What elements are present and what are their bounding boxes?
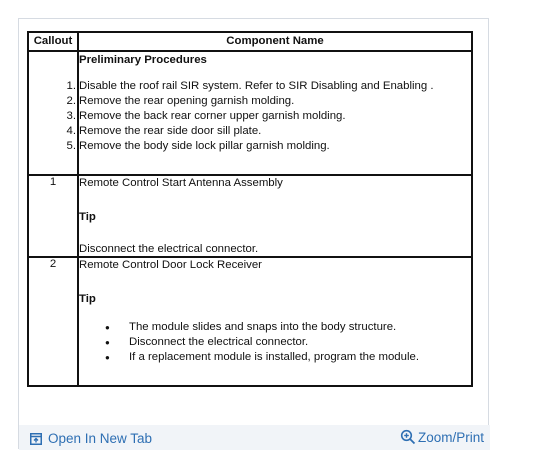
table-row [28,257,472,386]
preliminary-title: Preliminary Procedures [79,54,207,66]
procedure-table [27,31,473,387]
step-item [66,79,471,94]
list-item: ● Disconnect the electrical connector. [129,335,471,350]
zoom-in-icon [400,429,416,445]
step-item [66,139,471,154]
step-text: Remove the body side lock pillar garnish molding. [79,140,330,152]
tip-bullets [79,320,471,365]
tip-label: Tip [79,211,96,223]
header-component-name: Component Name [78,32,472,51]
tip-text: Disconnect the electrical connector. [79,243,259,255]
procedure-panel [18,18,489,449]
preliminary-steps [66,79,471,154]
step-text: Remove the rear side door sill plate. [79,125,262,137]
zoom-print-label: Zoom/Print [417,429,484,445]
step-text: Disable the roof rail SIR system. Refer to SIR Disabling and Enabling . [79,80,434,92]
preliminary-row [28,51,472,175]
callout-cell: 1 [28,175,78,257]
header-callout: Callout [28,32,78,51]
step-number: 5. [66,140,76,152]
tip-label: Tip [79,293,96,305]
step-number: 2. [66,95,76,107]
step-item [66,109,471,124]
component-cell [78,257,472,386]
component-name: Remote Control Door Lock Receiver [79,259,262,271]
open-in-new-tab-link[interactable] [30,431,152,446]
preliminary-cell [66,51,472,175]
zoom-print-link[interactable] [400,429,484,445]
open-in-new-tab-label: Open In New Tab [48,431,153,446]
list-item: ● If a replacement module is installed, program the module. [129,350,471,365]
component-cell [78,175,472,257]
step-number: 4. [66,125,76,137]
list-item: ● The module slides and snaps into the body structure. [129,320,471,335]
step-item [66,124,471,139]
callout-cell: 2 [28,257,78,386]
table-header-row [28,32,472,51]
table-row [28,175,472,257]
step-item [66,94,471,109]
step-number: 3. [66,110,76,122]
step-number: 1. [66,80,76,92]
step-text: Remove the rear opening garnish molding. [79,95,295,107]
open-in-new-tab-icon [30,433,42,445]
panel-footer [19,425,490,450]
step-text: Remove the back rear corner upper garnish molding. [79,110,346,122]
component-name: Remote Control Start Antenna Assembly [79,177,283,189]
